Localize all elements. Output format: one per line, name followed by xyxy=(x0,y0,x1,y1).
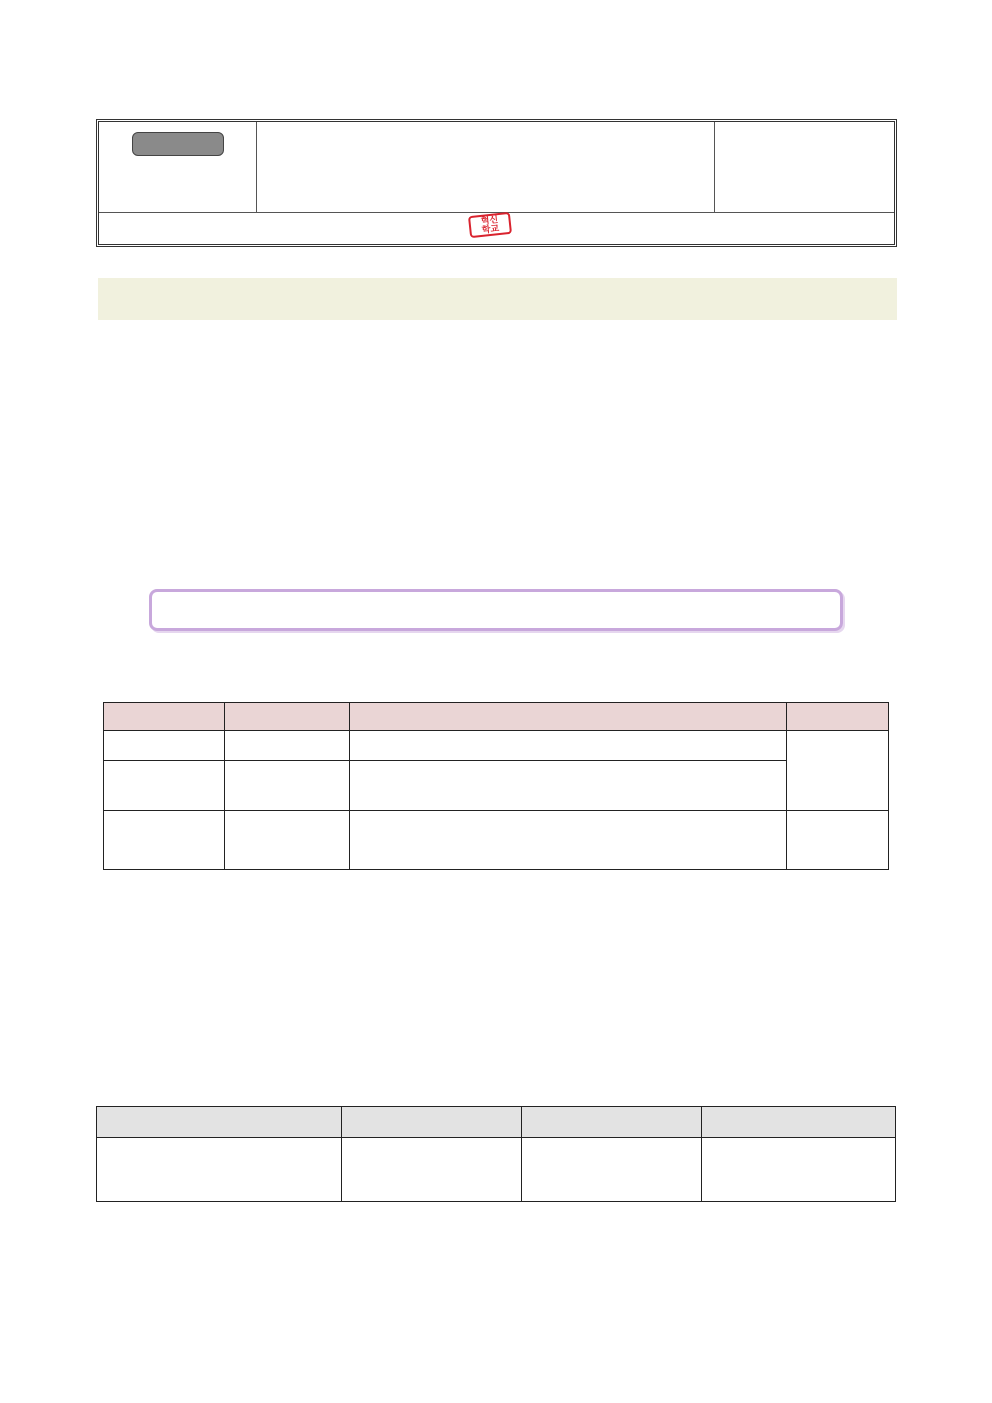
form-header-child-class xyxy=(702,1107,896,1138)
remark-seminar-room xyxy=(787,731,889,811)
schedule-title xyxy=(149,589,843,631)
table-row xyxy=(104,731,889,761)
application-form-table xyxy=(96,1106,896,1202)
child-class-field[interactable] xyxy=(702,1138,896,1202)
row-content xyxy=(349,761,786,811)
form-header-row xyxy=(97,1107,896,1138)
row-content xyxy=(349,811,786,870)
row-time xyxy=(224,811,349,870)
header-box xyxy=(96,119,897,247)
absent-field[interactable] xyxy=(522,1138,702,1202)
schedule-table xyxy=(103,702,889,870)
form-input-row xyxy=(97,1138,896,1202)
form-header-attend xyxy=(341,1107,522,1138)
schedule-header-row xyxy=(104,703,889,731)
title-cell xyxy=(257,122,715,213)
form-header-absent xyxy=(522,1107,702,1138)
color-bar-top xyxy=(98,270,897,278)
department-cell xyxy=(715,122,894,213)
main-title xyxy=(98,278,897,320)
form-header-parent-name xyxy=(97,1107,342,1138)
header-content xyxy=(349,703,786,731)
header-time xyxy=(224,703,349,731)
motto-cell xyxy=(99,122,257,213)
parent-name-field[interactable] xyxy=(97,1138,342,1202)
row-name xyxy=(104,731,225,761)
slogan-row xyxy=(99,214,894,245)
header-schedule xyxy=(104,703,225,731)
table-row xyxy=(104,761,889,811)
table-row xyxy=(104,811,889,870)
header-remarks xyxy=(787,703,889,731)
row-time xyxy=(224,761,349,811)
row-content xyxy=(349,731,786,761)
header-top-row xyxy=(99,122,894,213)
attend-field[interactable] xyxy=(341,1138,522,1202)
row-name xyxy=(104,811,225,870)
motto-badge xyxy=(132,132,224,156)
color-bar-bottom xyxy=(98,320,897,329)
remark-change-note xyxy=(787,811,889,870)
row-time xyxy=(224,731,349,761)
innovation-school-logo: 혁신 학교 xyxy=(468,212,512,238)
row-name xyxy=(104,761,225,811)
